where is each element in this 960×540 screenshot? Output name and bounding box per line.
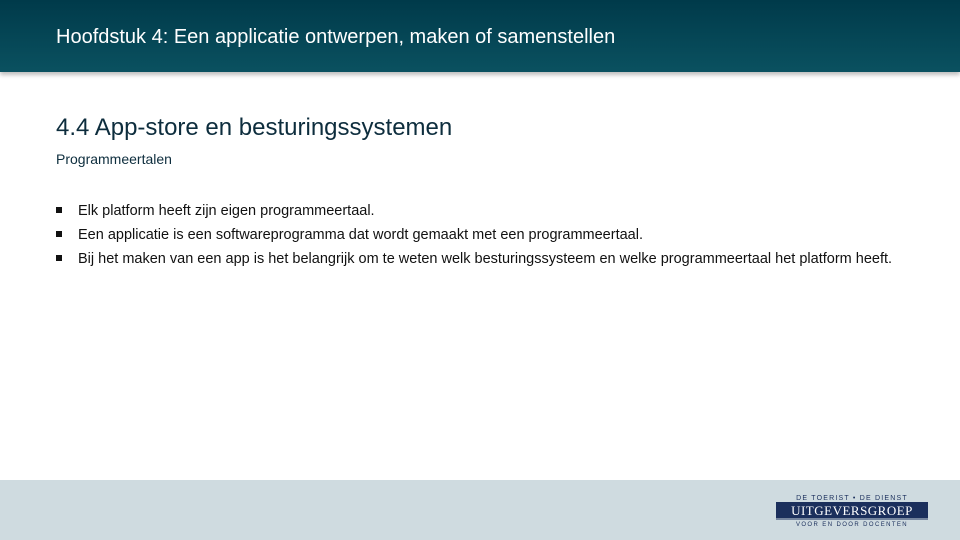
bullet-item (56, 225, 916, 245)
logo-main-text: UITGEVERSGROEP (791, 503, 913, 518)
square-bullet-icon (56, 255, 62, 261)
publisher-logo (776, 492, 928, 528)
bullet-text: Bij het maken van een app is het belangrijk om te weten welk besturingssysteem en welke programmeertaal het platform heeft. (78, 251, 893, 267)
square-bullet-icon (56, 207, 62, 213)
section-subtitle: Programmeertalen (56, 151, 172, 167)
logo-bottom-text: VOOR EN DOOR DOCENTEN (795, 522, 909, 528)
chapter-title: Hoofdstuk 4: Een applicatie ontwerpen, maken of samenstellen (56, 26, 616, 48)
bullet-text: Elk platform heeft zijn eigen programmeertaal. (78, 203, 375, 219)
section-title: 4.4 App-store en besturingssystemen (56, 114, 453, 141)
logo-top-text: DE TOERIST • DE DIENST (796, 495, 908, 502)
bullet-list (56, 201, 916, 273)
bullet-item (56, 249, 916, 269)
bullet-item (56, 201, 916, 221)
square-bullet-icon (56, 231, 62, 237)
header-bar (0, 0, 960, 72)
bullet-text: Een applicatie is een softwareprogramma dat wordt gemaakt met een programmeertaal. (78, 227, 643, 243)
